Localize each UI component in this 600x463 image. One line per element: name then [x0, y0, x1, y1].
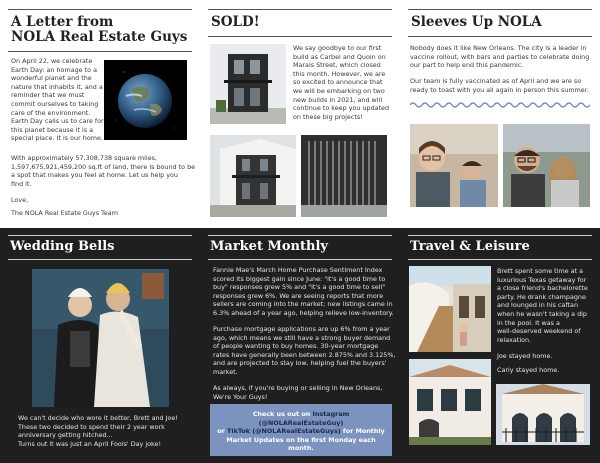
letter-title: A Letter from NOLA Real Estate Guys: [11, 14, 188, 45]
market-paragraph-3: As always, if you're buying or selling in New Orleans, We're Your Guys!: [213, 384, 383, 401]
market-paragraph-1: Fannie Mae's March Home Purchase Sentiment Index scored its biggest gain since June: "it's a good time to buy" responses grew 5% and "it's a good time to sell" responses grew 6%. We are seeing reports that more sellers are coming into the market; new listings came in 6.3% ahead of a year ago, helping relieve low-inventory.: [213, 266, 394, 317]
divider: [408, 259, 592, 260]
instagram-link[interactable]: Instagram (@NOLARealEstateGuy): [258, 410, 350, 427]
sold-column: [200, 0, 400, 228]
wedding-column: [0, 228, 200, 463]
divider: [8, 259, 192, 260]
house-photo-3: [301, 135, 387, 217]
letter-column: [0, 0, 200, 228]
sleeves-paragraph-1: Nobody does it like New Orleans. The city is a leader in vaccine rollout, with bars and parties to celebrate doing our part to help end this pandemic.: [410, 44, 590, 70]
letter-paragraph-2: With approximately 57,308,738 square miles, 1,597,675,921,459,200 sq.ft of land, there is bound to be a spot that makes you feel at home. Let us help you find it.: [11, 154, 196, 188]
travel-photo-3: [496, 384, 590, 445]
divider: [208, 36, 392, 37]
house-photo-1: [210, 44, 286, 124]
letter-signoff: Love,: [11, 196, 29, 204]
divider: [8, 235, 192, 236]
house-photo-2: [210, 135, 296, 217]
letter-paragraph-1: On April 22, we celebrate Earth Day: an homage to a wonderful planet and the nature that inhabits it, and a reminder that we must commit ourselves to taking care of the environment. Earth Day calls us to care for this planet because it is a special place. It is our home.: [11, 57, 104, 143]
social-cta-box: [210, 404, 392, 456]
wavy-divider-icon: [410, 101, 590, 109]
wedding-title: Wedding Bells: [10, 239, 115, 254]
travel-photo-1: [409, 266, 491, 352]
letter-signature: The NOLA Real Estate Guys Team: [11, 209, 118, 217]
wedding-photo: [32, 269, 169, 407]
travel-photo-2: [409, 359, 491, 445]
travel-paragraph-2: Joe stayed home.: [497, 352, 553, 360]
divider: [8, 9, 192, 10]
divider: [208, 259, 392, 260]
travel-paragraph-3: Carly stayed home.: [497, 366, 560, 374]
sleeves-paragraph-2: Our team is fully vaccinated as of April and we are so ready to toast with you all again in person this summer.: [410, 77, 589, 94]
wedding-caption: We can't decide who wore it better, Brett and Joe! These two decided to spend their 2 year work anniversary getting hitched... Turns out it was just an April Fools' Day joke!: [18, 414, 178, 448]
travel-paragraph-1: Brett spent some time at a luxurious Texas getaway for a close friend's bachelorette party. He drank champagne and lounged in his caftan when he wasn't taking a dip in the pool. It was a well-deserved weekend of relaxation.: [497, 267, 588, 344]
top-section: [0, 0, 600, 228]
market-paragraph-2: Purchase mortgage applications are up 6% from a year ago, which means we still have a strong buyer demand of people wanting to buy homes. 30-year mortgage rates have generally been between 2.875% and 3.125%, and are projected to stay low, helping fuel the buyers' market.: [213, 325, 396, 376]
divider: [208, 9, 392, 10]
divider: [408, 235, 592, 236]
travel-title: Travel & Leisure: [410, 239, 530, 254]
sold-paragraph: We say goodbye to our first build as Carbel and Quoin on Marais Street, which closed this month. However, we are so excited to announce that we will be embarking on two new builds in 2021, and will continue to keep you updated on these big projects!: [293, 44, 390, 121]
divider: [408, 9, 592, 10]
travel-column: [400, 228, 600, 463]
selfie-photo-1: [410, 124, 498, 207]
divider: [8, 51, 192, 52]
sleeves-title: Sleeves Up NOLA: [411, 14, 542, 30]
cta-line-2: or TikTok (@NOLARealEstateGuys) for Monthly: [217, 427, 385, 436]
market-title: Market Monthly: [210, 239, 328, 254]
tiktok-link[interactable]: TikTok (@NOLARealEstateGuys): [227, 427, 341, 436]
selfie-photo-2: [503, 124, 590, 207]
cta-line-3: Market Updates on the first Monday each month.: [226, 435, 376, 453]
divider: [208, 235, 392, 236]
earth-photo: [104, 60, 187, 140]
divider: [408, 36, 592, 37]
cta-line-1: Check us out on Instagram (@NOLARealEstateGuy): [252, 410, 350, 427]
sold-title: SOLD!: [211, 14, 260, 30]
